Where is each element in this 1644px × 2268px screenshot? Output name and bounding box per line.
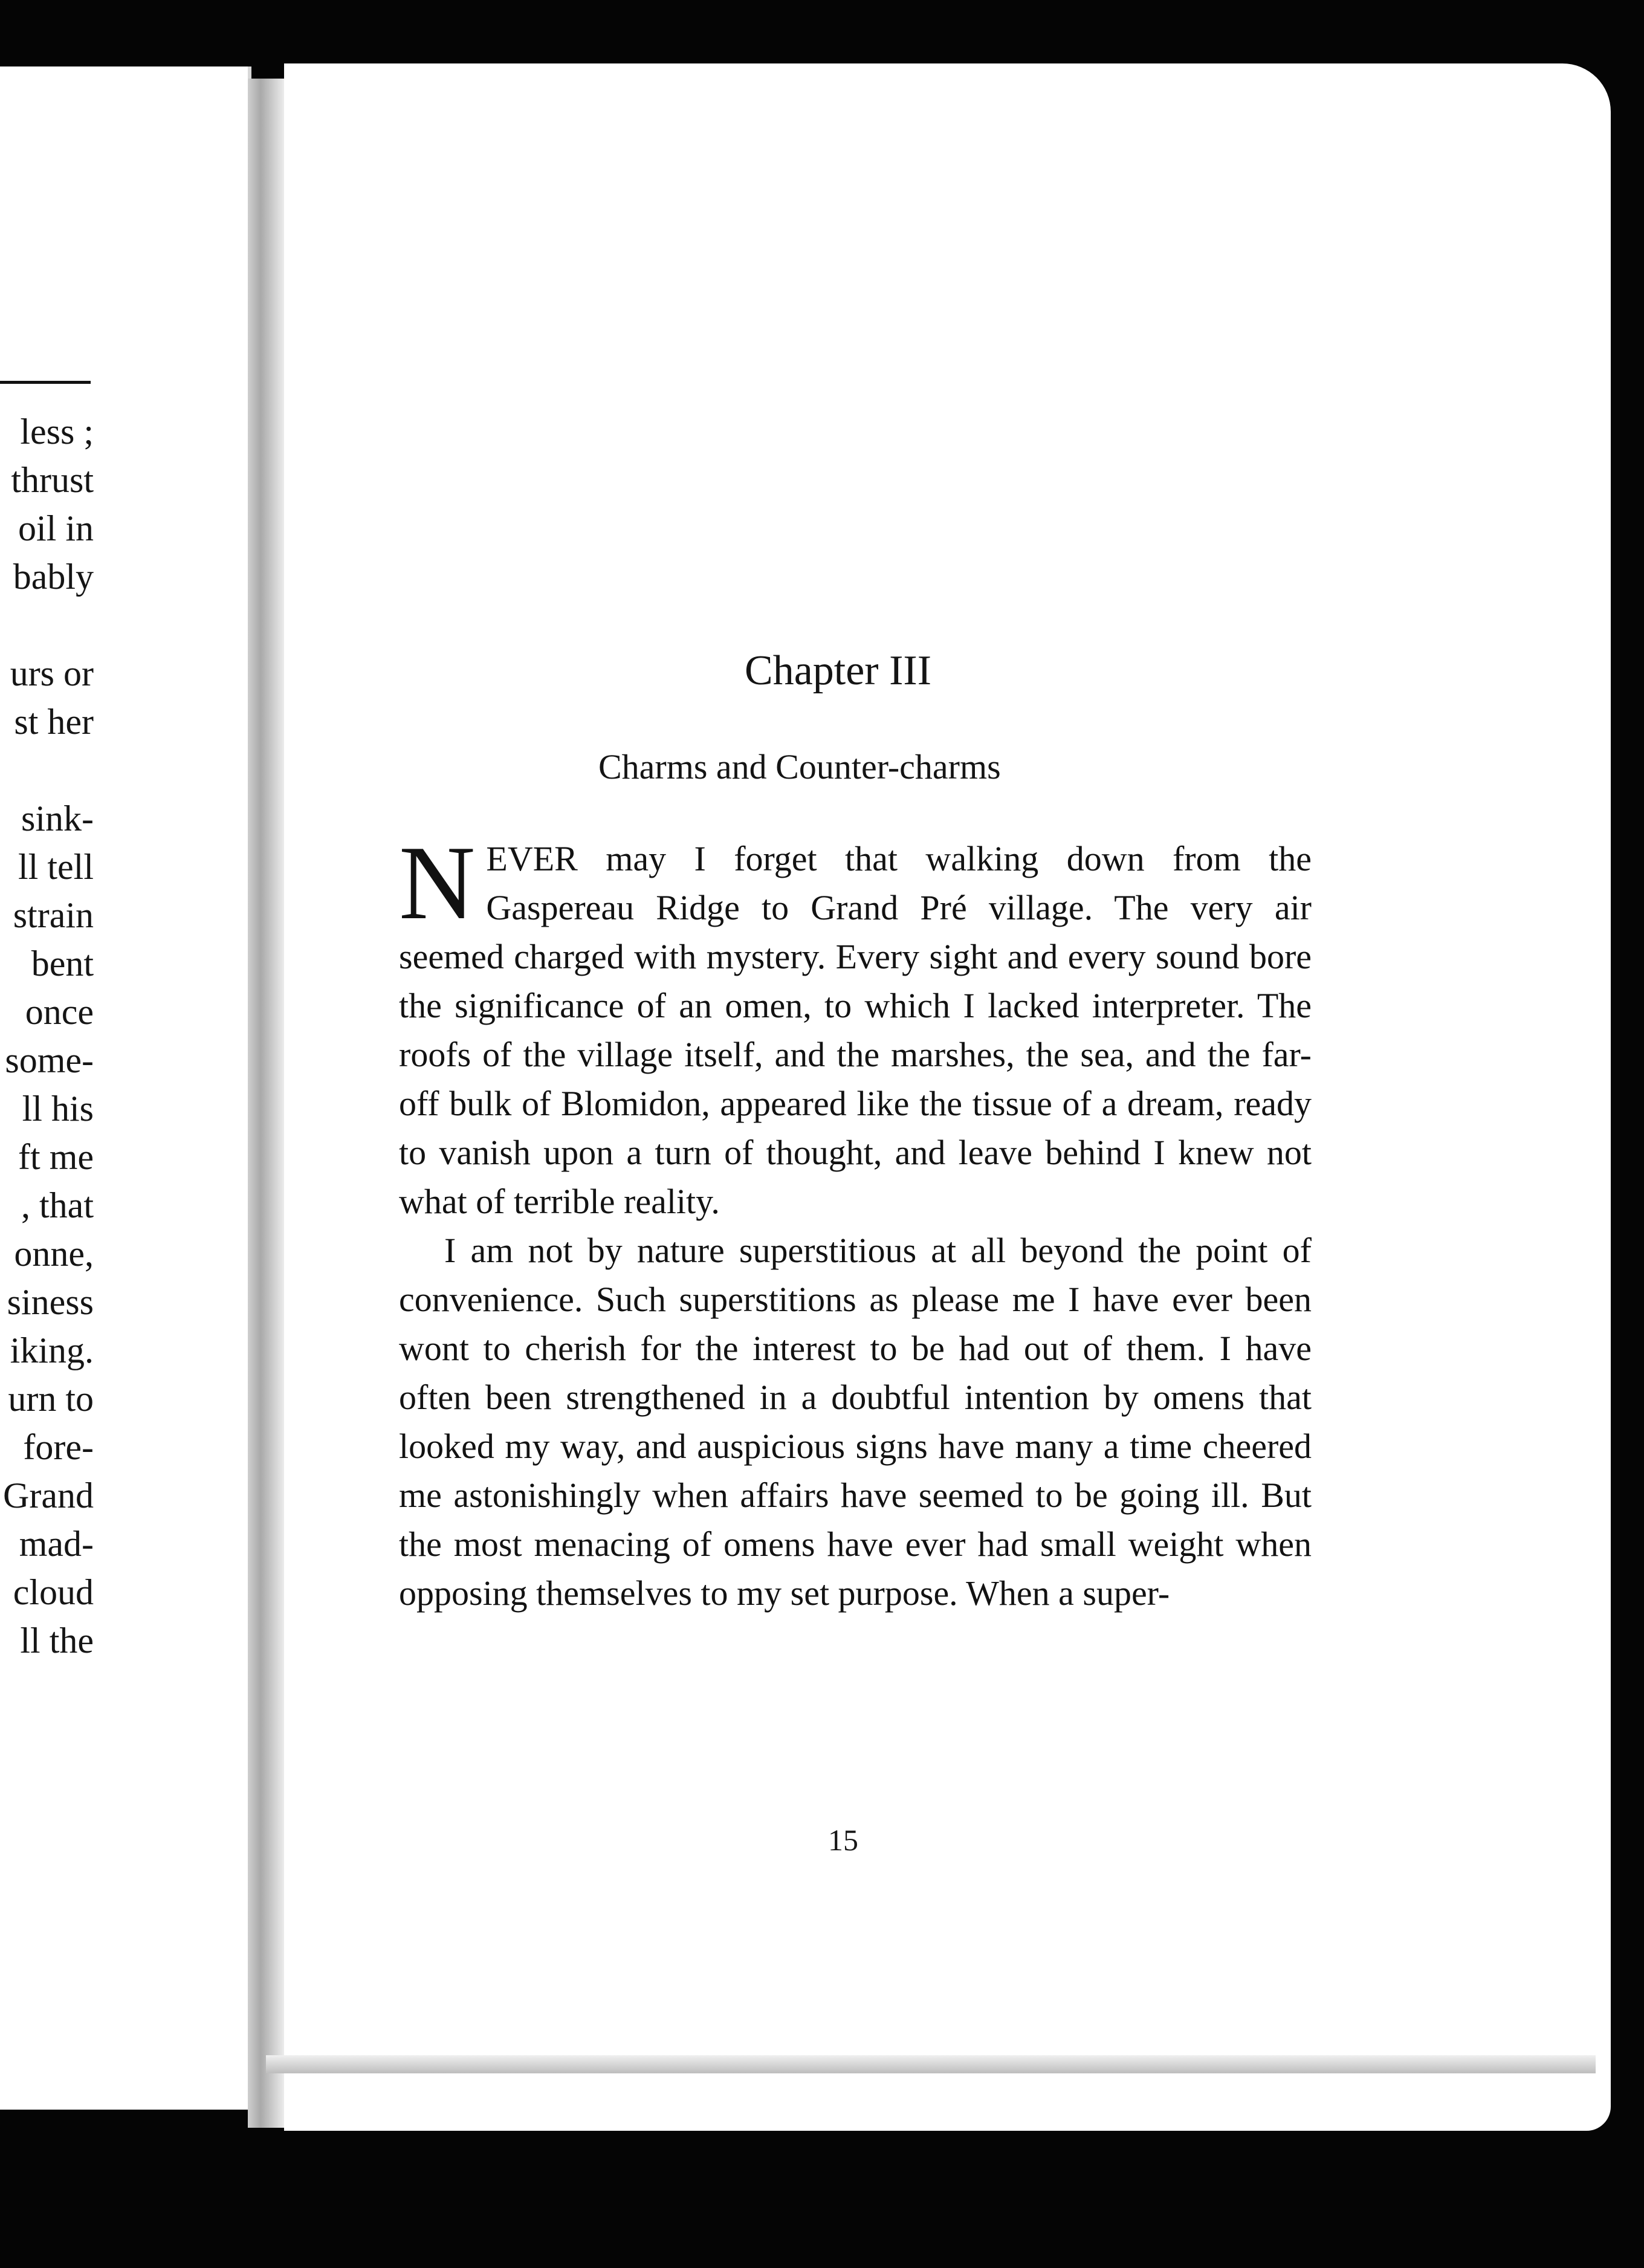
left-page-line: bent [31, 944, 94, 983]
page-bottom-edge [266, 2055, 1596, 2073]
left-page-line: fore- [23, 1427, 94, 1467]
paragraph-1 [399, 824, 1312, 1226]
left-page-line: iking. [10, 1330, 94, 1370]
left-page-line: oil in [18, 508, 94, 548]
page-number: 15 [828, 1823, 858, 1857]
left-page-line: siness [7, 1282, 94, 1322]
left-page-line: some- [5, 1040, 94, 1080]
left-page-line: , that [21, 1185, 94, 1225]
chapter-heading: Chapter III [745, 647, 932, 694]
chapter-body [399, 824, 1312, 1618]
left-page-line: mad- [19, 1524, 94, 1564]
paragraph-1-text: EVER may I forget that walking down from the Gaspereau Ridge to Grand Pré village. The very air seemed charged with mystery. Every sight and every sound bore the significance of an omen, to which I lacked interpreter. The roofs of the village itself, and the marshes, the sea, and the far-off bulk of Blomidon, appeared like the tissue of a dream, ready to vanish upon a turn of thought, and leave behind I knew not what of terrible reality. [399, 839, 1312, 1221]
left-page-line: once [25, 992, 94, 1032]
left-page-line: ft me [18, 1137, 94, 1177]
book-gutter [248, 79, 284, 2128]
left-page [0, 66, 251, 2110]
left-page-line: ll tell [18, 847, 94, 887]
left-page-line: st her [14, 702, 94, 742]
left-page-line: ll the [20, 1621, 94, 1660]
left-page-line: bably [13, 557, 94, 597]
left-page-line: urn to [8, 1379, 94, 1419]
left-page-line: sink- [21, 799, 94, 838]
drop-cap: N [399, 824, 476, 941]
paragraph-2: I am not by nature superstitious at all beyond the point of convenience. Such superstitions as please me I have ever been wont to cherish for the interest to be had out of them. I have often been strengthened in a doubtful intention by omens that looked my way, and auspicious signs have many a time cheered me astonishingly when affairs have seemed to be going ill. But the most menacing of omens have ever had small weight when opposing themselves to my set purpose. When a super- [399, 1231, 1312, 1613]
left-page-line: less ; [20, 412, 94, 452]
left-page-line: strain [13, 895, 94, 935]
left-page-line: Grand [3, 1476, 94, 1515]
left-page-line: cloud [13, 1572, 94, 1612]
left-page-line: urs or [10, 653, 94, 693]
left-page-line: ll his [22, 1089, 94, 1129]
left-page-line: onne, [14, 1234, 94, 1274]
left-page-rule [0, 381, 91, 384]
left-page-line: thrust [11, 460, 94, 500]
chapter-subtitle: Charms and Counter-charms [598, 747, 1001, 786]
